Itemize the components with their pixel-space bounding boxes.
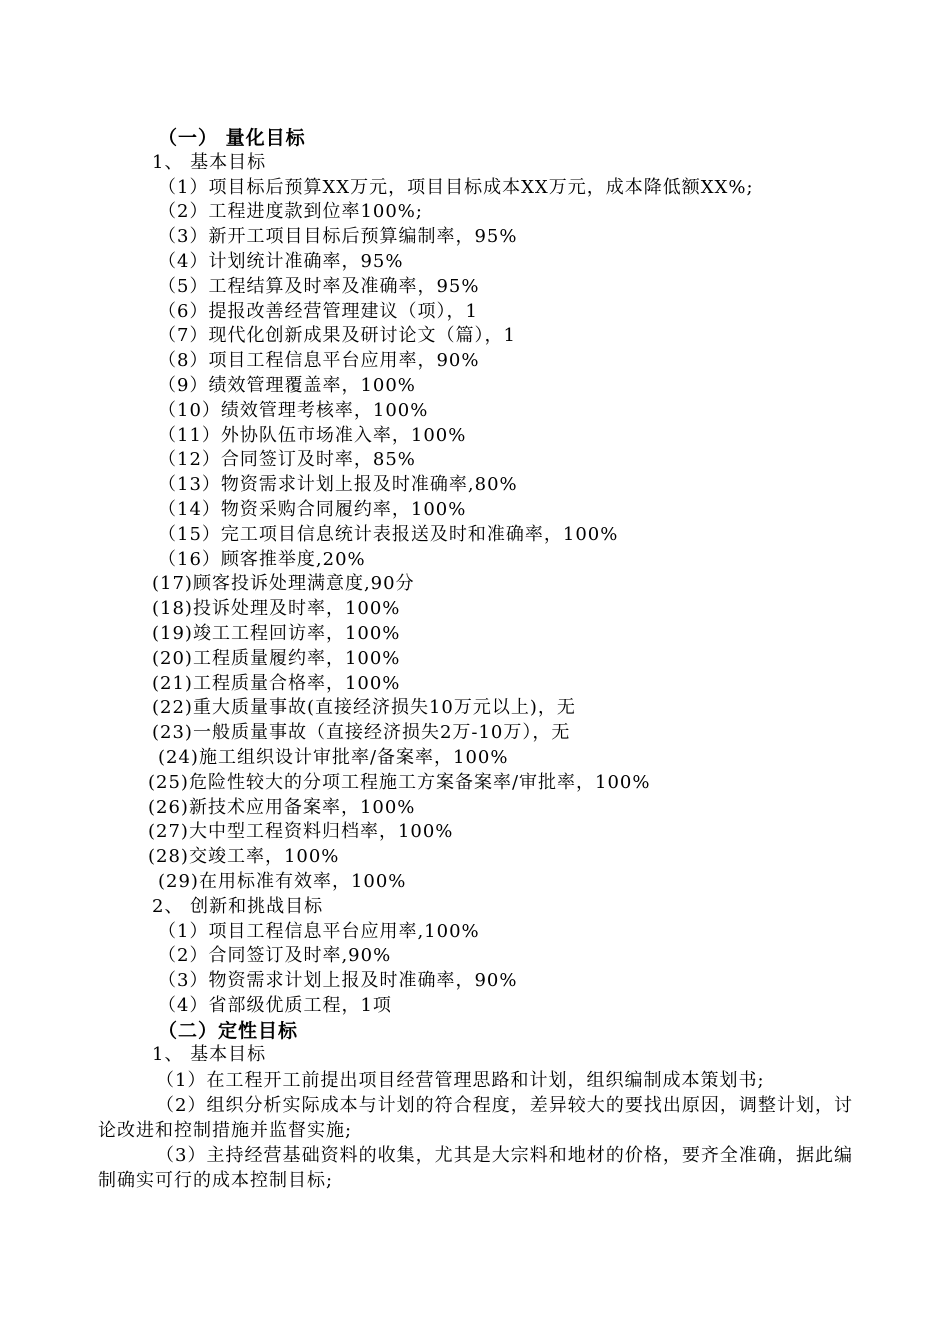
list-item: (21)工程质量合格率，100% xyxy=(152,672,401,694)
list-item: （14）物资采购合同履约率，100% xyxy=(158,498,467,520)
list-item: （5）工程结算及时率及准确率，95% xyxy=(158,275,480,297)
list-item: (26)新技术应用备案率，100% xyxy=(148,796,416,818)
list-item: (28)交竣工率，100% xyxy=(148,846,340,868)
list-item: (18)投诉处理及时率，100% xyxy=(152,598,401,620)
list-item: （7）现代化创新成果及研讨论文（篇），1 xyxy=(158,325,516,347)
list-item: (24)施工组织设计审批率/备案率，100% xyxy=(158,746,509,768)
list-item: （12）合同签订及时率，85% xyxy=(158,449,416,471)
section-qualitative-title: （二）定性目标 xyxy=(158,1019,299,1042)
list-item: (27)大中型工程资料归档率，100% xyxy=(148,821,454,843)
document-body xyxy=(0,126,950,1193)
list-item: （9）绩效管理覆盖率，100% xyxy=(158,374,416,396)
list-item: （4）省部级优质工程，1项 xyxy=(158,994,392,1016)
list-item: (22)重大质量事故(直接经济损失10万元以上)，无 xyxy=(152,697,576,719)
list-item: （15）完工项目信息统计表报送及时和准确率，100% xyxy=(158,523,619,545)
section-quantitative-title: （一） 量化目标 xyxy=(158,127,306,149)
paragraph: （1）在工程开工前提出项目经营管理思路和计划，组织编制成本策划书; xyxy=(156,1070,765,1092)
list-item: (23)一般质量事故（直接经济损失2万-10万），无 xyxy=(152,722,571,744)
list-item: （3）物资需求计划上报及时准确率，90% xyxy=(158,970,518,992)
list-item: （8）项目工程信息平台应用率，90% xyxy=(158,350,480,372)
list-item: (19)竣工工程回访率，100% xyxy=(152,622,401,644)
list-item: (17)顾客投诉处理满意度,90分 xyxy=(152,573,415,595)
paragraph: （3）主持经营基础资料的收集，尤其是大宗料和地材的价格，要齐全准确，据此编制确实可行的成本控制目标; xyxy=(98,1145,853,1192)
paragraph: （2）组织分析实际成本与计划的符合程度，差异较大的要找出原因，调整计划，讨论改进和控制措施并监督实施; xyxy=(98,1095,853,1142)
list-item: (20)工程质量履约率，100% xyxy=(152,647,401,669)
list-item: （1）项目标后预算XX万元，项目目标成本XX万元，成本降低额XX%; xyxy=(158,176,754,198)
subsection-challenge-title: 2、 创新和挑战目标 xyxy=(152,895,324,917)
subsection-basic-title-2: 1、 基本目标 xyxy=(152,1044,267,1066)
list-item: （2）合同签订及时率,90% xyxy=(158,945,392,967)
list-item: （16）顾客推举度,20% xyxy=(158,548,366,570)
list-item: （11）外协队伍市场准入率，100% xyxy=(158,424,467,446)
list-item: （1）项目工程信息平台应用率,100% xyxy=(158,920,480,942)
list-item: (25)危险性较大的分项工程施工方案备案率/审批率，100% xyxy=(148,771,651,793)
list-item: （13）物资需求计划上报及时准确率,80% xyxy=(158,474,518,496)
list-item: (29)在用标准有效率，100% xyxy=(158,870,407,892)
list-item: （4）计划统计准确率，95% xyxy=(158,250,404,272)
list-item: （6）提报改善经营管理建议（项），1 xyxy=(158,300,478,322)
list-item: （3）新开工项目目标后预算编制率，95% xyxy=(158,226,518,248)
subsection-basic-title: 1、 基本目标 xyxy=(152,151,267,173)
list-item: （10）绩效管理考核率，100% xyxy=(158,399,429,421)
list-item: （2）工程进度款到位率100%; xyxy=(158,201,423,223)
